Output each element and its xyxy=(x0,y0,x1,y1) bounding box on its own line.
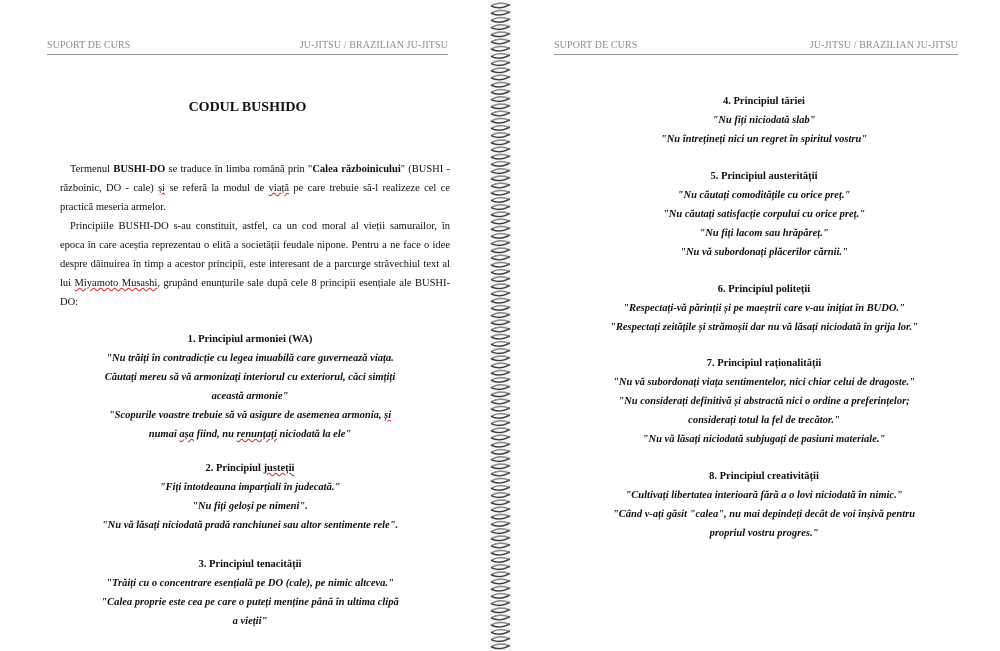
spiral-coil xyxy=(491,435,510,440)
spiral-coil xyxy=(491,183,510,188)
spiral-coil xyxy=(491,118,510,123)
spiral-coil xyxy=(491,111,510,116)
spiral-coil xyxy=(491,255,510,260)
spiral-coil xyxy=(491,270,510,275)
spiral-coil xyxy=(491,406,510,411)
principle-heading xyxy=(60,459,440,478)
principle-heading: 6. Principiul politeții xyxy=(717,284,811,295)
principle-line: "Respectați zeitățile și strămoșii dar nu vă lăsați niciodată în grija lor." xyxy=(609,322,919,333)
principle-4 xyxy=(574,92,954,149)
header-left: SUPORT DE CURS xyxy=(47,40,131,51)
header-left: SUPORT DE CURS xyxy=(554,40,638,51)
spiral-coil xyxy=(491,162,510,167)
spiral-coil xyxy=(491,428,510,433)
intro-paragraph-2 xyxy=(60,217,450,312)
header-right: JU-JITSU / BRAZILIAN JU-JITSU xyxy=(809,40,958,51)
spiral-coil xyxy=(491,399,510,404)
spiral-coil xyxy=(491,644,510,649)
spellcheck-word: viață xyxy=(268,183,290,194)
spiral-coil xyxy=(491,32,510,37)
spiral-coil xyxy=(491,140,510,145)
principle-line: "Nu fiți lacom sau hrăpăreț." xyxy=(699,228,829,239)
principle-line: "Nu considerați definitivă și abstractă nici o ordine a preferințelor; xyxy=(618,396,910,407)
spiral-coil xyxy=(491,565,510,570)
principle-line: "Nu vă lăsați niciodată subjugați de pasiuni materiale." xyxy=(642,434,886,445)
text: "Scopurile voastre trebuie să vă asigure de asemenea armonia, xyxy=(108,410,385,421)
spiral-coil xyxy=(491,385,510,390)
principle-line: "Nu trăiți în contradicție cu legea imuabilă care guvernează viața. xyxy=(106,353,394,364)
spiral-coil xyxy=(491,176,510,181)
principle-line: "Când v-ați găsit "calea", nu mai depindeți decât de voi înșivă pentru xyxy=(612,509,916,520)
text: pe care trebuie să-l realizeze cel ce practică meseria armelor. xyxy=(60,183,450,213)
header-right: JU-JITSU / BRAZILIAN JU-JITSU xyxy=(299,40,448,51)
spiral-coil xyxy=(491,579,510,584)
text: " (BUSHI - războinic, DO - cale) xyxy=(60,164,450,194)
spiral-coil xyxy=(491,536,510,541)
principle-line: considerați totul la fel de trecător." xyxy=(688,415,840,426)
page-header xyxy=(47,40,448,55)
principle-heading: 4. Principiul tăriei xyxy=(723,96,805,107)
principle-line xyxy=(60,425,440,444)
spiral-binding xyxy=(488,0,512,651)
left-page xyxy=(0,0,488,651)
spellcheck-word: așa xyxy=(179,429,194,440)
principle-8 xyxy=(574,467,954,543)
spiral-coil xyxy=(491,3,510,8)
text: se traduce în limba română prin " xyxy=(165,164,313,175)
spiral-coil xyxy=(491,637,510,642)
spiral-coil xyxy=(491,601,510,606)
spiral-coil xyxy=(491,241,510,246)
spiral-coil xyxy=(491,572,510,577)
principle-line: "Cultivați libertatea interioară fără a o lovi niciodată în nimic." xyxy=(625,490,903,501)
text: Termenul xyxy=(70,164,114,175)
principle-heading: 7. Principiul raționalității xyxy=(706,358,822,369)
spiral-coil xyxy=(491,226,510,231)
principle-heading: 3. Principiul tenacității xyxy=(198,559,302,570)
spiral-coil xyxy=(491,622,510,627)
spiral-coil xyxy=(491,320,510,325)
principle-line: "Nu vă subordonați plăcerilor cărnii." xyxy=(680,247,848,258)
spiral-coil xyxy=(491,594,510,599)
principle-line xyxy=(60,406,440,425)
spiral-coil xyxy=(491,522,510,527)
spiral-coil xyxy=(491,46,510,51)
spiral-coil xyxy=(491,514,510,519)
spiral-coils-graphic xyxy=(488,0,512,651)
spiral-coil xyxy=(491,291,510,296)
spiral-coil xyxy=(491,543,510,548)
page-header xyxy=(554,40,958,55)
spiral-coil xyxy=(491,486,510,491)
spiral-coil xyxy=(491,25,510,30)
bold-term: BUSHI-DO xyxy=(113,164,166,175)
principle-1 xyxy=(60,330,440,444)
text: numai xyxy=(148,429,180,440)
spiral-coil xyxy=(491,378,510,383)
spiral-coil xyxy=(491,550,510,555)
spiral-coil xyxy=(491,61,510,66)
principle-2 xyxy=(60,459,440,535)
spiral-coil xyxy=(491,82,510,87)
spiral-coil xyxy=(491,154,510,159)
spiral-coil xyxy=(491,529,510,534)
right-page xyxy=(512,0,1000,651)
spiral-coil xyxy=(491,10,510,15)
principle-heading: 1. Principiul armoniei (WA) xyxy=(187,334,313,345)
principle-line: "Nu întrețineți nici un regret în spiritul vostru" xyxy=(660,134,868,145)
spiral-coil xyxy=(491,284,510,289)
spiral-coil xyxy=(491,313,510,318)
spiral-coil xyxy=(491,18,510,23)
spiral-coil xyxy=(491,198,510,203)
spiral-coil xyxy=(491,478,510,483)
spiral-coil xyxy=(491,500,510,505)
spiral-coil xyxy=(491,615,510,620)
spellcheck-word: justeții xyxy=(263,463,295,474)
spiral-coil xyxy=(491,205,510,210)
principle-line: a vieții" xyxy=(232,616,268,627)
principle-line: "Nu căutați satisfacție corpului cu orice preț." xyxy=(662,209,866,220)
spellcheck-word: și xyxy=(158,183,166,194)
spiral-coil xyxy=(491,68,510,73)
principle-line: "Nu fiți geloși pe nimeni". xyxy=(192,501,308,512)
spiral-coil xyxy=(491,327,510,332)
spiral-coil xyxy=(491,558,510,563)
spiral-coil xyxy=(491,363,510,368)
spiral-coil xyxy=(491,414,510,419)
bold-term: Calea războinicului xyxy=(312,164,401,175)
principle-6 xyxy=(574,280,954,337)
spiral-coil xyxy=(491,234,510,239)
spiral-coil xyxy=(491,586,510,591)
principle-heading: 8. Principiul creativității xyxy=(709,471,819,482)
spiral-coil xyxy=(491,190,510,195)
principle-line: "Nu fiți niciodată slab" xyxy=(712,115,816,126)
spellcheck-word: Miyamoto Musashi xyxy=(74,278,158,289)
spiral-coil xyxy=(491,133,510,138)
spiral-coil xyxy=(491,442,510,447)
spellcheck-word: și xyxy=(384,410,392,421)
intro-paragraph-1 xyxy=(60,160,450,217)
spiral-coil xyxy=(491,277,510,282)
principle-line: această armonie" xyxy=(211,391,289,402)
spiral-coil xyxy=(491,471,510,476)
spiral-coil xyxy=(491,169,510,174)
spiral-coil xyxy=(491,39,510,44)
principle-line: propriul vostru progres." xyxy=(709,528,819,539)
principle-line: "Nu vă subordonați viața sentimentelor, nici chiar celui de dragoste." xyxy=(613,377,915,388)
spiral-coil xyxy=(491,450,510,455)
spiral-coil xyxy=(491,392,510,397)
spiral-coil xyxy=(491,126,510,131)
spiral-coil xyxy=(491,421,510,426)
spiral-coil xyxy=(491,493,510,498)
text: 2. Principiul xyxy=(205,463,264,474)
text: Principiile BUSHI-DO s-au constituit, astfel, ca un cod moral al vieții samurailor, în epoca în care aceștia reprezentau o elită a societății feudale nipone. Pentru a ne face o idee despre dăinuirea în timp a acestor principii, este interesant de a parcurge străvechiul text al lui xyxy=(60,221,450,289)
spellcheck-word: renunțați xyxy=(236,429,277,440)
spiral-coil xyxy=(491,608,510,613)
spiral-coil xyxy=(491,507,510,512)
spiral-coil xyxy=(491,349,510,354)
spiral-coil xyxy=(491,630,510,635)
spiral-coil xyxy=(491,370,510,375)
spiral-coil xyxy=(491,104,510,109)
spiral-coil xyxy=(491,334,510,339)
principle-line: "Fiți întotdeauna imparțiali în judecată." xyxy=(159,482,341,493)
spiral-coil xyxy=(491,342,510,347)
principle-line: "Calea proprie este cea pe care o puteți menține până în ultima clipă xyxy=(101,597,399,608)
text: , grupând enunțurile sale după cele 8 principii esențiale ale BUSHI-DO: xyxy=(60,278,450,308)
principle-3 xyxy=(60,555,440,631)
spiral-coil xyxy=(491,147,510,152)
principle-line: Căutați mereu să vă armonizați interiorul cu exteriorul, căci simțiți xyxy=(104,372,396,383)
spiral-coil xyxy=(491,219,510,224)
principle-line: "Nu căutați comoditățile cu orice preț." xyxy=(677,190,851,201)
spiral-coil xyxy=(491,262,510,267)
spiral-coil xyxy=(491,212,510,217)
text: fiind, nu xyxy=(193,429,237,440)
principle-7 xyxy=(574,354,954,449)
spiral-coil xyxy=(491,464,510,469)
document-title: CODUL BUSHIDO xyxy=(188,100,307,115)
principle-line: "Trăiți cu o concentrare esențială pe DO (cale), pe nimic altceva." xyxy=(106,578,394,589)
principle-5 xyxy=(574,167,954,262)
principle-line: "Respectați-vă părinții și pe maeștrii care v-au inițiat în BUDO." xyxy=(623,303,905,314)
spiral-coil xyxy=(491,97,510,102)
spiral-coil xyxy=(491,457,510,462)
spiral-coil xyxy=(491,356,510,361)
principle-line: "Nu vă lăsați niciodată pradă ranchiunei sau altor sentimente rele". xyxy=(101,520,399,531)
spiral-coil xyxy=(491,306,510,311)
text: se referă la modul de xyxy=(165,183,269,194)
spiral-coil xyxy=(491,248,510,253)
principle-heading: 5. Principiul austerității xyxy=(710,171,818,182)
spiral-coil xyxy=(491,75,510,80)
spiral-coil xyxy=(491,298,510,303)
text: niciodată la ele" xyxy=(276,429,352,440)
spiral-coil xyxy=(491,90,510,95)
spiral-coil xyxy=(491,54,510,59)
